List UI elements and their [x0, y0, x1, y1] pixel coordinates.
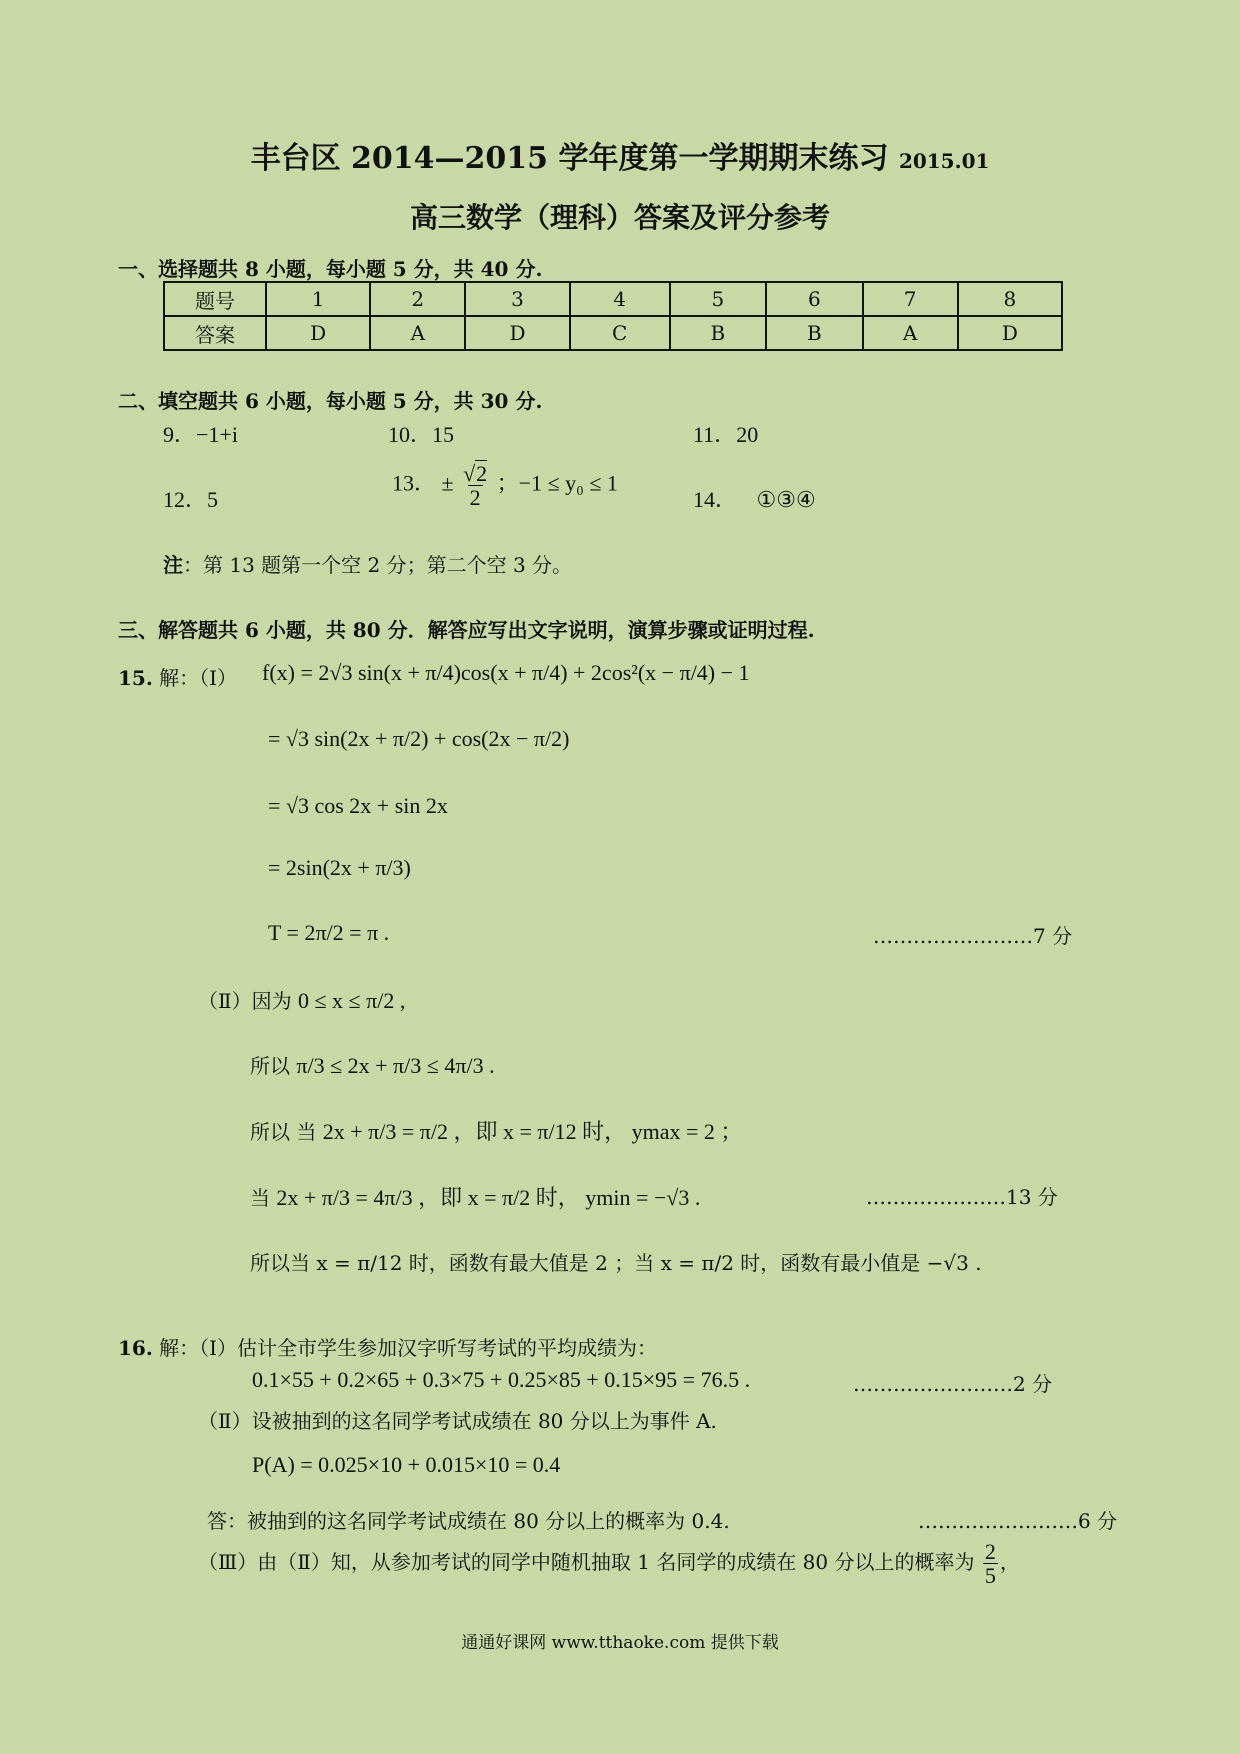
- table-cell: C: [570, 316, 670, 350]
- document-subtitle: 高三数学（理科）答案及评分参考: [409, 201, 830, 234]
- footer-text: 通通好课网 www.tthaoke.com 提供下载: [461, 1633, 779, 1653]
- q11-answer: [693, 418, 758, 449]
- q15-intro: 解：（Ⅰ）: [159, 666, 238, 690]
- q13-denominator: 2: [469, 485, 481, 511]
- table-cell: A: [863, 316, 958, 350]
- document-title: [0, 133, 1240, 177]
- q14-number: 14．: [693, 487, 738, 512]
- table-cell: 2: [370, 282, 465, 316]
- q15-so1-expr: π/3 ≤ 2x + π/3 ≤ 4π/3 .: [296, 1053, 495, 1078]
- q9-number: 9．: [163, 422, 197, 447]
- q15-so2-label: 所以 当: [250, 1120, 317, 1144]
- q13-fraction: $\frac{√2}{2}$: [463, 461, 488, 511]
- q15-so2-expr: 2x + π/3 = π/2 ，即 x = π/12 时， ymax = 2 ；: [322, 1119, 743, 1144]
- table-cell: 4: [570, 282, 670, 316]
- q15-part2: [198, 985, 405, 1014]
- q15-when-expr: 2x + π/3 = 4π/3 ，即 x = π/2 时， ymin = −√3 .: [276, 1185, 701, 1210]
- q12-number: 12．: [163, 487, 208, 512]
- q15-so1-label: 所以: [250, 1054, 290, 1078]
- q13-plusminus: ±: [441, 470, 454, 496]
- table-cell: 8: [958, 282, 1062, 316]
- table-cell: 1: [266, 282, 370, 316]
- q13-answer: [392, 462, 618, 509]
- q10-answer: [388, 418, 454, 449]
- q10-number: 10．: [388, 422, 433, 447]
- q15-so1: [250, 1050, 495, 1079]
- section3-heading: 三、解答题共 6 小题，共 80 分．解答应写出文字说明，演算步骤或证明过程.: [118, 618, 815, 642]
- q16-part2: （Ⅱ）设被抽到的这名同学考试成绩在 80 分以上为事件 A.: [198, 1409, 717, 1433]
- q16-part3-fraction: [983, 1540, 998, 1587]
- note: [163, 549, 572, 578]
- q15-line4: = 2sin(2x + π/3): [268, 855, 411, 880]
- table-cell: 5: [670, 282, 767, 316]
- table-cell: 答案: [164, 316, 266, 350]
- q15-header: [118, 662, 237, 691]
- q16-part2-calc: P(A) = 0.025×10 + 0.015×10 = 0.4: [252, 1452, 561, 1477]
- q16-part3-end: ，: [999, 1550, 1020, 1575]
- table-row: [164, 316, 1062, 350]
- q13-number: 13．: [392, 470, 437, 496]
- q16-score1: ……………………2 分: [853, 1372, 1053, 1396]
- section2-heading: 二、填空题共 6 小题，每小题 5 分，共 30 分.: [118, 389, 543, 413]
- q10-value: 15: [432, 422, 455, 447]
- section1-heading: 一、选择题共 8 小题，每小题 5 分，共 40 分.: [118, 257, 543, 281]
- q16-part3-num: 2: [984, 1539, 996, 1564]
- note-text: ：第 13 题第一个空 2 分；第二个空 3 分。: [183, 553, 573, 577]
- q9-value: −1+i: [196, 422, 238, 447]
- table-cell: D: [465, 316, 569, 350]
- q12-value: 5: [207, 487, 219, 512]
- q16-answer: 答：被抽到的这名同学考试成绩在 80 分以上的概率为 0.4.: [207, 1509, 730, 1533]
- table-cell: 7: [863, 282, 958, 316]
- table-cell: B: [670, 316, 767, 350]
- q16-calc: 0.1×55 + 0.2×65 + 0.3×75 + 0.25×85 + 0.15×95 = 76.5 .: [252, 1367, 751, 1392]
- q15-when-label: 当: [250, 1186, 270, 1210]
- q15-conclusion: 所以当 x = π/12 时，函数有最大值是 2 ；当 x = π/2 时，函数有最小值是 −√3 .: [250, 1251, 982, 1275]
- q15-line5: T = 2π/2 = π .: [268, 920, 390, 945]
- q16-header: [118, 1332, 657, 1361]
- answer-table: [163, 281, 1063, 351]
- title-date: 2015.01: [898, 149, 990, 173]
- q15-part2-label: （Ⅱ）因为: [198, 989, 292, 1013]
- q16-intro: 解：（Ⅰ）估计全市学生参加汉字听写考试的平均成绩为：: [159, 1336, 658, 1360]
- table-cell: D: [958, 316, 1062, 350]
- q15-line1: f(x) = 2√3 sin(x + π/4)cos(x + π/4) + 2cos²(x − π/4) − 1: [262, 660, 750, 685]
- q15-so2: [250, 1115, 742, 1146]
- q15-label: 15.: [118, 666, 153, 690]
- q15-score1: ……………………7 分: [873, 924, 1073, 948]
- q16-part3: [198, 1540, 1020, 1587]
- q15-line2: = √3 sin(2x + π/2) + cos(2x − π/2): [268, 726, 570, 751]
- q11-number: 11．: [693, 422, 737, 447]
- table-cell: 3: [465, 282, 569, 316]
- q15-when: [250, 1181, 700, 1212]
- q11-value: 20: [736, 422, 759, 447]
- q13-sqrt: 2: [476, 461, 488, 486]
- q15-score2: …………………13 分: [866, 1185, 1058, 1209]
- note-label: 注: [163, 553, 183, 577]
- q12-answer: [163, 483, 218, 514]
- q13-range: ；−1 ≤ y₀ ≤ 1: [496, 470, 618, 496]
- q16-score2: ……………………6 分: [918, 1509, 1118, 1533]
- q16-part3-text: （Ⅲ）由（Ⅱ）知，从参加考试的同学中随机抽取 1 名同学的成绩在 80 分以上的概率为: [198, 1550, 975, 1575]
- q9-answer: [163, 418, 238, 449]
- table-cell: 6: [766, 282, 863, 316]
- q16-part3-den: 5: [984, 1563, 996, 1589]
- table-cell: D: [266, 316, 370, 350]
- q15-part2-cond: 0 ≤ x ≤ π/2 ,: [297, 988, 406, 1013]
- table-cell: A: [370, 316, 465, 350]
- table-cell: B: [766, 316, 863, 350]
- q14-value: ①③④: [756, 487, 816, 512]
- q15-line3: = √3 cos 2x + sin 2x: [268, 793, 448, 818]
- title-text: 丰台区 2014—2015 学年度第一学期期末练习: [250, 141, 889, 176]
- table-cell: 题号: [164, 282, 266, 316]
- q14-answer: [693, 483, 816, 514]
- table-row: [164, 282, 1062, 316]
- q16-label: 16.: [118, 1336, 153, 1360]
